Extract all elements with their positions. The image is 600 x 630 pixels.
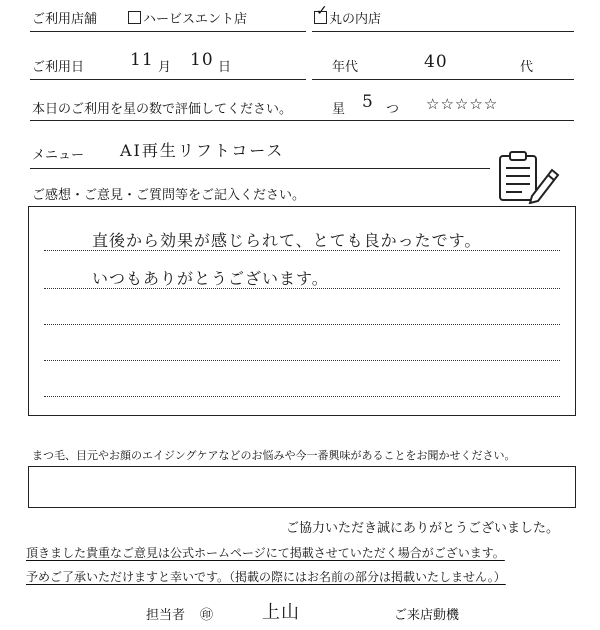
comments-label: ご感想・ご意見・ご質問等をご記入ください。: [32, 188, 306, 203]
clipboard-icon: [494, 150, 560, 204]
staff-label: 担当者: [146, 608, 186, 623]
comments-line-1: 直後から効果が感じられて、とても良かったです。: [92, 231, 482, 250]
age-unit: 代: [520, 60, 534, 75]
age-value: 40: [424, 52, 448, 72]
thanks-text: ご協力いただき誠にありがとうございました。: [286, 521, 560, 536]
store-option-marunouchi-label: 丸の内店: [329, 12, 382, 27]
rating-value: 5: [362, 92, 374, 112]
comments-rule-5: [44, 396, 560, 397]
comments-rule-1: [44, 250, 560, 251]
date-month-unit: 月: [158, 60, 172, 75]
menu-label: メニュー: [32, 148, 85, 163]
check-mark-icon: ✓: [316, 3, 328, 19]
date-underline: [30, 79, 306, 80]
menu-underline: [30, 168, 490, 169]
rating-unit: つ: [386, 102, 400, 117]
comments-rule-4: [44, 360, 560, 361]
concerns-label: まつ毛、目元やお顔のエイジングケアなどのお悩みや今一番興味があることをお聞かせください。: [32, 449, 516, 462]
date-month-value: 11: [130, 50, 154, 70]
comments-rule-3: [44, 324, 560, 325]
store-label: ご利用店舗: [32, 12, 98, 27]
store-underline-left: [30, 31, 306, 32]
store-option-harbis-label: ハービスエント店: [143, 12, 248, 27]
date-label: ご利用日: [32, 60, 85, 75]
rating-label: 星: [332, 102, 346, 117]
store-underline-right: [312, 31, 574, 32]
seal-icon: ㊞: [200, 608, 214, 623]
store-checkbox-harbis[interactable]: [128, 11, 141, 24]
store-option-harbis[interactable]: [128, 8, 247, 27]
store-option-marunouchi[interactable]: [314, 3, 382, 27]
menu-value: AI再生リフトコース: [120, 141, 285, 160]
store-checkbox-marunouchi[interactable]: [314, 3, 328, 24]
publication-notice-2: 予めご了承いただけますと幸いです。（掲載の際にはお名前の部分は掲載いたしません。）: [26, 570, 506, 584]
rating-stars-icon[interactable]: ☆☆☆☆☆: [426, 95, 499, 113]
age-underline: [312, 79, 574, 80]
comments-line-2: いつもありがとうございます。: [92, 269, 329, 288]
date-day-unit: 日: [218, 60, 232, 75]
rating-underline: [30, 120, 574, 121]
comments-rule-2: [44, 288, 560, 289]
staff-signature: 上山: [262, 602, 300, 623]
concerns-box[interactable]: [28, 466, 576, 508]
publication-notice-1: 頂きました貴重なご意見は公式ホームページにて掲載させていただく場合がございます。: [26, 546, 505, 560]
rating-prompt: 本日のご利用を星の数で評価してください。: [32, 102, 293, 117]
visit-motive-label: ご来店動機: [394, 608, 460, 623]
date-day-value: 10: [190, 50, 214, 70]
age-label: 年代: [332, 60, 359, 75]
